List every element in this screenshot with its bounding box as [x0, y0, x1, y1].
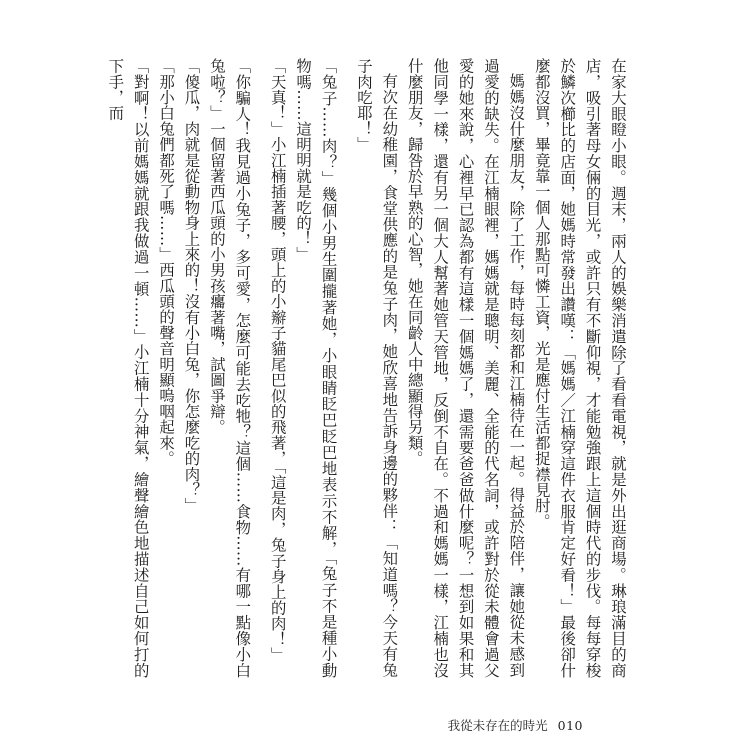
paragraph: 「天真！」小江楠插著腰，頭上的小辮子貓尾巴似的飛著，「這是肉，兔子身上的肉！」 [268, 58, 287, 663]
page-footer [448, 716, 583, 734]
paragraph: 有次在幼稚園，食堂供應的是兔子肉，她欣喜地告訴身邊的夥伴：「知道嗎？今天有兔子肉吃耶！」 [354, 58, 399, 678]
paragraph: 「兔子……肉？」幾個小男生圍攏著她，小眼睛眨巴眨巴地表示不解，「兔子不是種小動物嗎……這明明就是吃的！」 [294, 58, 338, 678]
paragraph: 在家大眼瞪小眼。週末，兩人的娛樂消遣除了看看電視，就是外出逛商場。琳琅滿目的商店，吸引著母女倆的目光，或許只有不斷仰視，才能勉強跟上這個時代的步伐。每每穿梭於鱗次櫛比的店面，她媽時常發出讚嘆：「媽媽／江楠穿這件衣服肯定好看！」最後卻什麼都沒買，畢竟靠一個人那點可憐工資，光是應付生活都捉襟見肘。 [532, 58, 627, 678]
paragraph: 「那小白兔們都死了嗎……」西瓜頭的聲音明顯嗚咽起來。 [157, 58, 176, 467]
paragraph: 「對啊！以前媽媽就跟我做過一頓……」小江楠十分神氣，繪聲繪色地描述自己如何打的下手，而 [106, 58, 150, 678]
page-number: 010 [557, 718, 583, 733]
paragraph: 「傻瓜，肉就是從動物身上來的！沒有小白兔，你怎麼吃的肉？」 [182, 58, 201, 514]
running-title: 我從未存在的時光 [447, 718, 548, 733]
paragraph: 「你騙人！我見過小兔子，多可愛，怎麼可能去吃牠？這個……食物……有哪一點像小白兔啦？」一個留著西瓜頭的小男孩癟著嘴，試圖爭辯。 [207, 58, 252, 678]
paragraph: 媽媽沒什麼朋友，除了工作，每時每刻都和江楠待在一起。得益於陪伴，讓她從未感到過愛的缺失。在江楠眼裡，媽媽就是聰明、美麗、全能的代名詞，或許對於從未體會過父愛的她來說，心裡早已認為都有這樣一個媽媽了，還需要爸爸做什麼呢？一想到如果和其他同學一樣，還有另一個大人幫著她管天管地，反倒不自在。不過和媽媽一樣，江楠也沒什麼朋友，歸咎於早熟的心智，她在同齡人中總顯得另類。 [405, 58, 526, 678]
body-text [102, 58, 630, 678]
